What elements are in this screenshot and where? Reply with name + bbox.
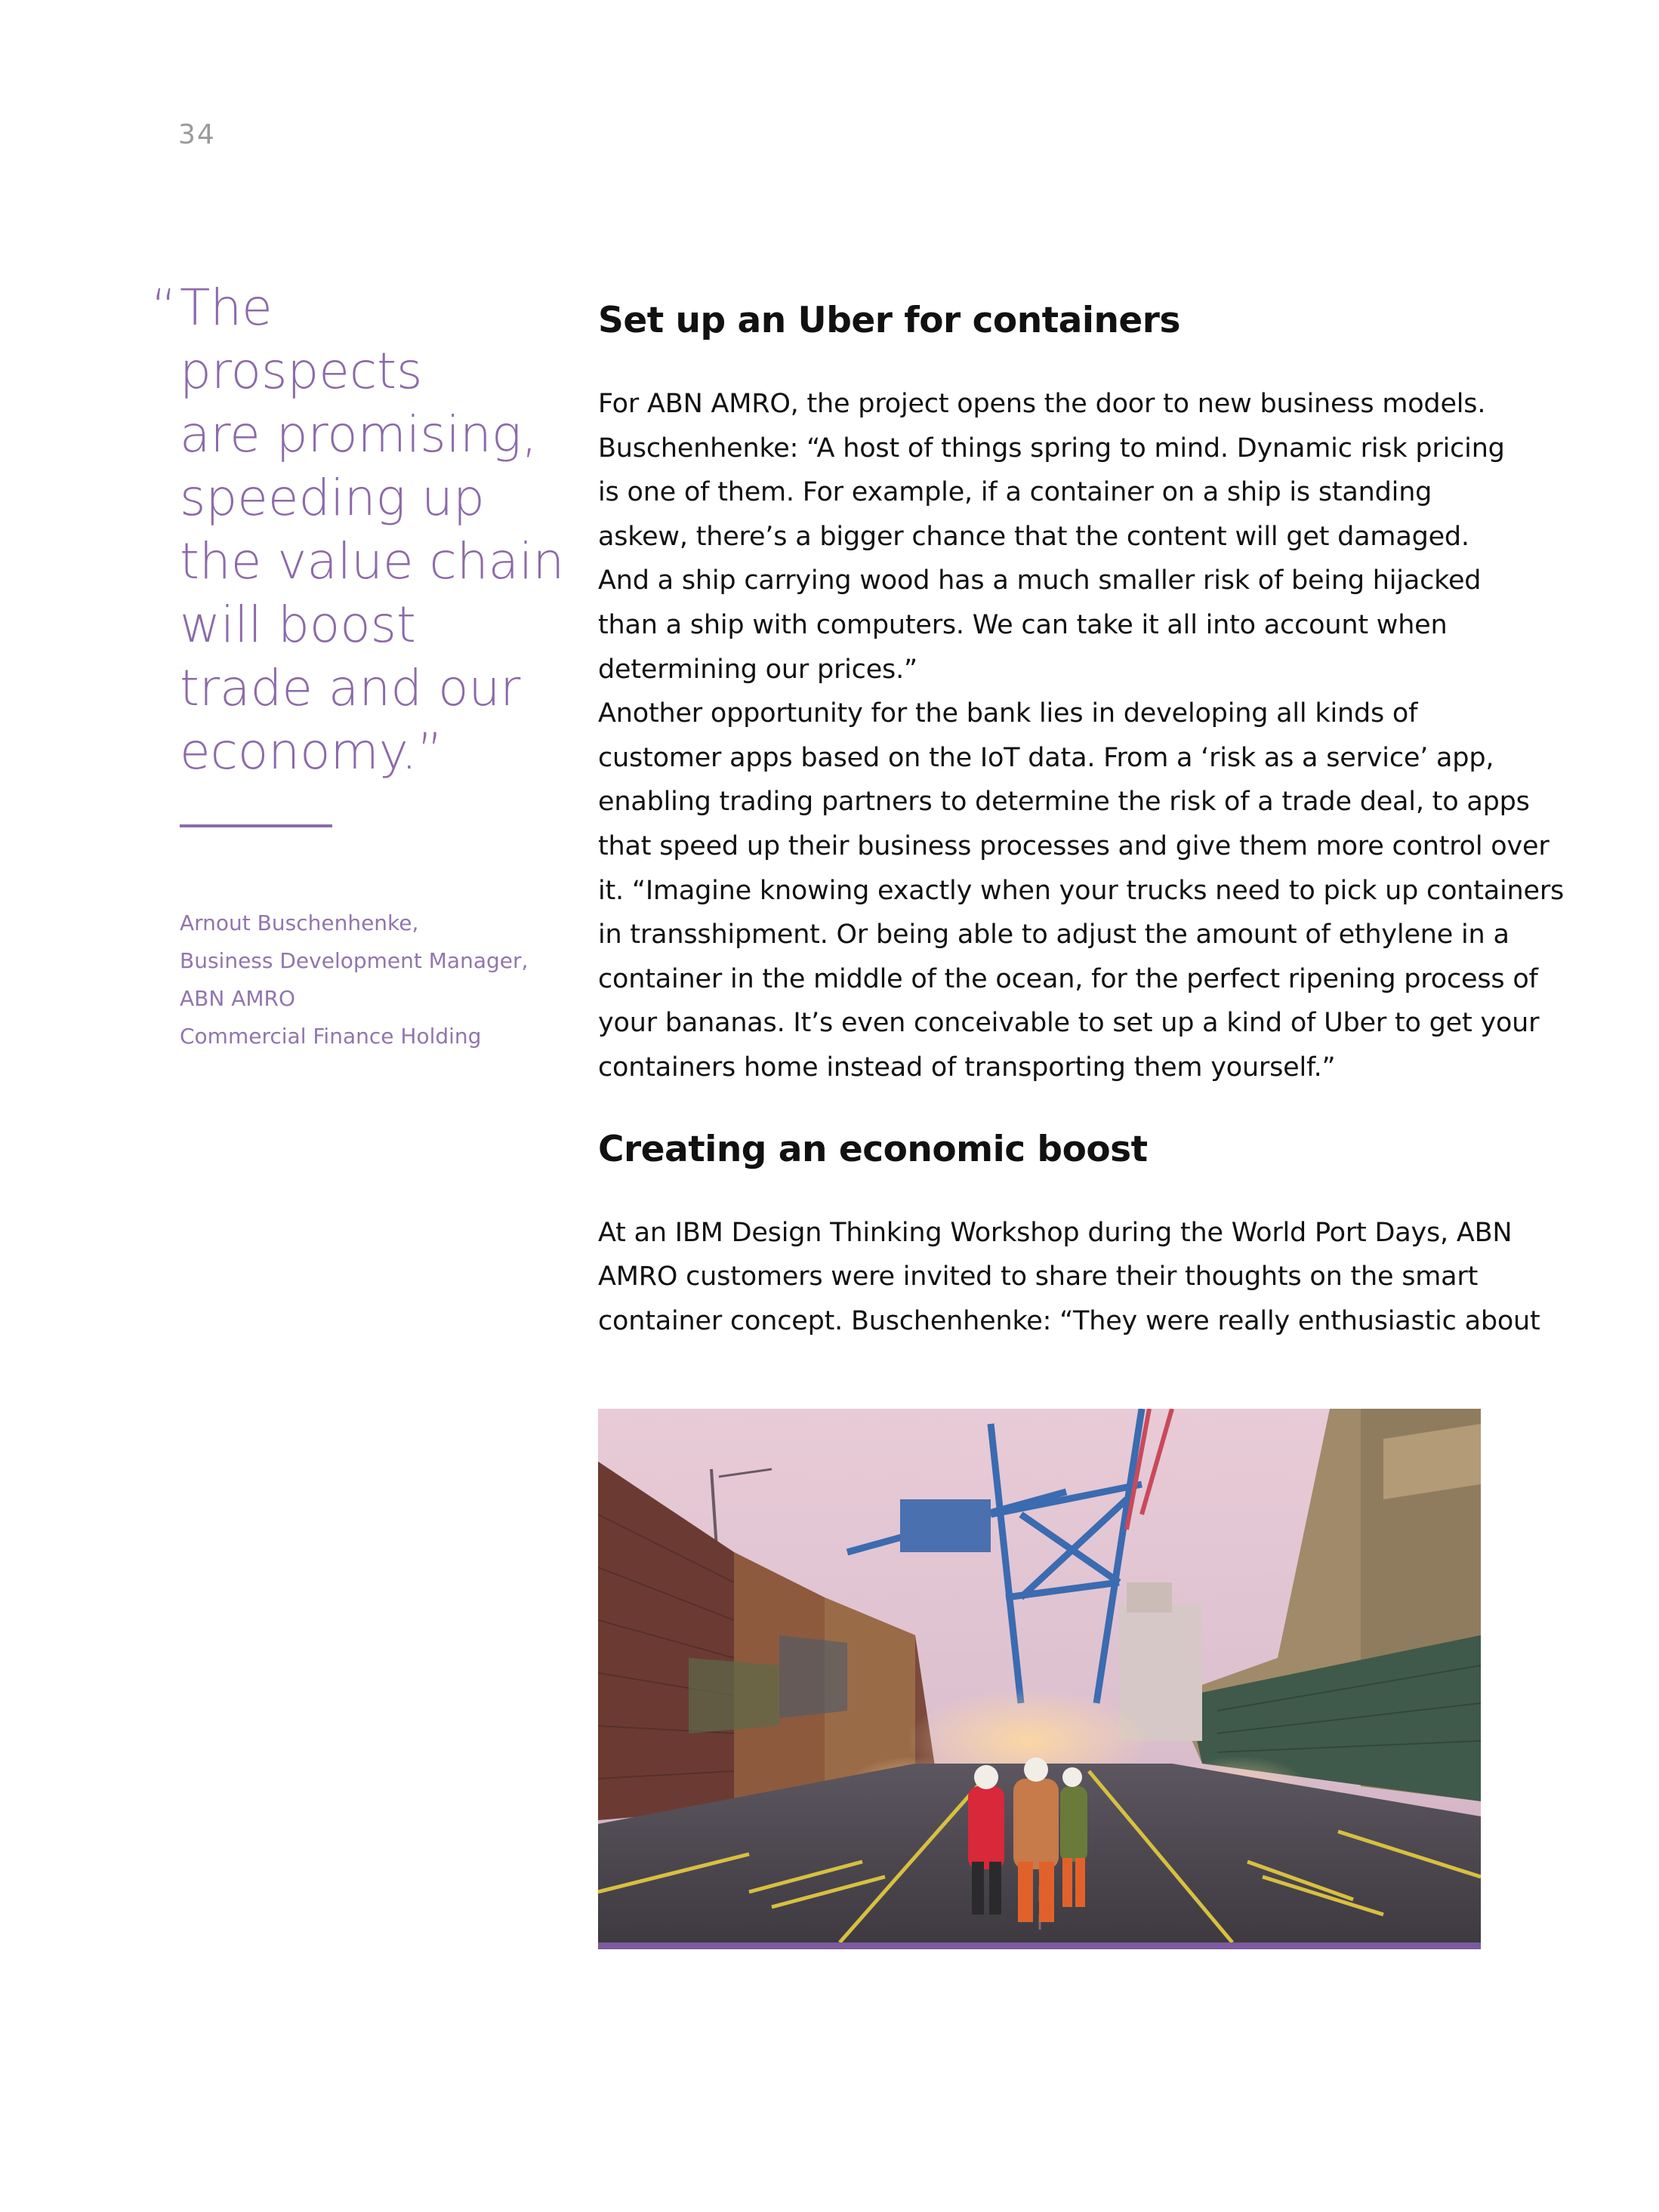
page-number: 34 <box>178 119 216 150</box>
container-port-photo <box>598 1409 1481 1949</box>
body-line: enabling trading partners to determine the risk of a trade deal, to apps <box>598 787 1530 818</box>
body-line: And a ship carrying wood has a much smaller risk of being hijacked <box>598 565 1482 596</box>
article-body <box>598 294 1565 1343</box>
quote-line: will boost <box>180 596 416 654</box>
body-line: it. “Imagine knowing exactly when your trucks need to pick up containers <box>598 875 1565 906</box>
body-line: askew, there’s a bigger chance that the content will get damaged. <box>598 521 1469 552</box>
body-line: in transshipment. Or being able to adjust the amount of ethylene in a <box>598 920 1509 950</box>
body-line: your bananas. It’s even conceivable to set up a kind of Uber to get your <box>598 1008 1540 1039</box>
attribution-role: Business Development Manager, <box>180 948 529 973</box>
quote-attribution <box>180 904 572 1055</box>
quote-divider <box>180 824 332 827</box>
section-body-uber <box>598 382 1565 1090</box>
attribution-division: Commercial Finance Holding <box>180 1024 482 1049</box>
body-line: container concept. Buschenhenke: “They were really enthusiastic about <box>598 1305 1540 1336</box>
body-line: containers home instead of transporting them yourself.” <box>598 1052 1336 1083</box>
quote-line: trade and our <box>180 659 521 717</box>
pull-quote <box>151 276 565 784</box>
body-line: Another opportunity for the bank lies in developing all kinds of <box>598 698 1418 729</box>
body-line: is one of them. For example, if a container on a ship is standing <box>598 477 1432 508</box>
body-line: that speed up their business processes and give them more control over <box>598 830 1550 861</box>
section-heading-uber: Set up an Uber for containers <box>598 300 1180 341</box>
body-line: AMRO customers were invited to share their thoughts on the smart <box>598 1262 1479 1292</box>
quote-line: are promising, <box>180 405 538 464</box>
quote-open-mark: “ <box>151 279 177 337</box>
quote-line: prospects <box>180 342 423 400</box>
quote-line: the value chain <box>180 532 565 590</box>
section-body-boost <box>598 1211 1540 1344</box>
body-line: At an IBM Design Thinking Workshop during the World Port Days, ABN <box>598 1217 1513 1248</box>
quote-line: speeding up <box>180 469 485 527</box>
section-heading-boost: Creating an economic boost <box>598 1128 1148 1170</box>
quote-line: The <box>180 279 273 337</box>
body-line: container in the middle of the ocean, for the perfect ripening process of <box>598 963 1538 994</box>
body-line: For ABN AMRO, the project opens the door to new business models. <box>598 389 1486 419</box>
body-line: customer apps based on the IoT data. From a ‘risk as a service’ app, <box>598 742 1494 773</box>
quote-line: economy.” <box>180 722 443 781</box>
attribution-company: ABN AMRO <box>180 986 296 1011</box>
attribution-name: Arnout Buschenhenke, <box>180 910 419 935</box>
body-line: determining our prices.” <box>598 654 917 685</box>
body-line: than a ship with computers. We can take it all into account when <box>598 609 1448 640</box>
body-line: Buschenhenke: “A host of things spring to mind. Dynamic risk pricing <box>598 433 1505 464</box>
